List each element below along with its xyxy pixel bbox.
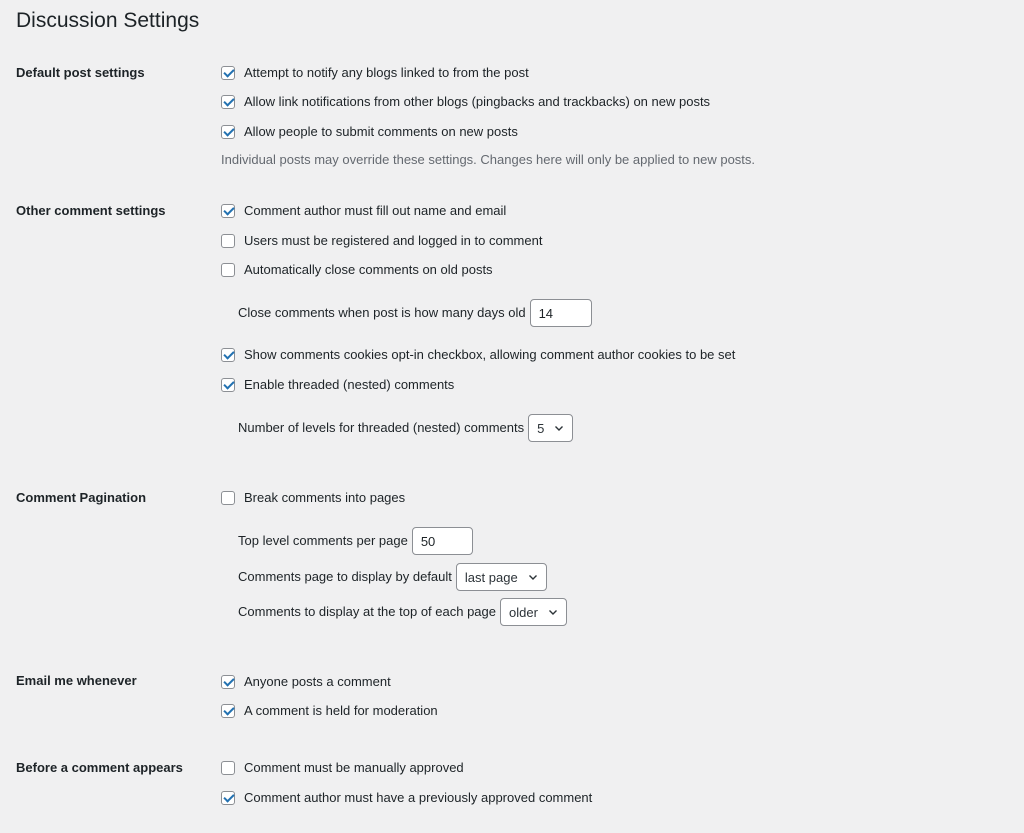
option-label: Enable threaded (nested) comments <box>244 377 455 392</box>
select-value: last page <box>464 569 518 585</box>
per-page-label: Top level comments per page <box>238 533 408 548</box>
option-label: Automatically close comments on old posts <box>244 262 493 277</box>
option-allow-pingbacks[interactable] <box>221 93 710 111</box>
chevron-down-icon <box>548 607 558 617</box>
option-label: Show comments cookies opt-in checkbox, allowing comment author cookies to be set <box>244 347 736 362</box>
checkbox-notify-linked-blogs[interactable] <box>221 66 235 80</box>
option-label: Comment must be manually approved <box>244 760 464 775</box>
option-require-registration[interactable] <box>221 232 542 250</box>
checkbox-manual-approval[interactable] <box>221 761 235 775</box>
section-label-default-post: Default post settings <box>16 65 145 80</box>
close-days-row <box>238 299 592 327</box>
option-require-name-email[interactable] <box>221 202 506 220</box>
option-email-held-moderation[interactable] <box>221 702 438 720</box>
option-manual-approval[interactable] <box>221 759 464 777</box>
checkbox-allow-pingbacks[interactable] <box>221 95 235 109</box>
option-allow-comments[interactable] <box>221 123 518 141</box>
checkbox-break-pages[interactable] <box>221 491 235 505</box>
top-order-row <box>238 598 567 626</box>
option-label: Allow link notifications from other blogs (pingbacks and trackbacks) on new posts <box>244 94 711 109</box>
option-label: Attempt to notify any blogs linked to from the post <box>244 65 529 80</box>
close-days-input[interactable]: 14 <box>530 299 592 327</box>
option-label: Break comments into pages <box>244 490 406 505</box>
top-order-select[interactable] <box>500 598 567 626</box>
option-label: A comment is held for moderation <box>244 703 438 718</box>
checkbox-require-name-email[interactable] <box>221 204 235 218</box>
option-label: Anyone posts a comment <box>244 674 391 689</box>
thread-levels-row <box>238 414 573 442</box>
chevron-down-icon <box>554 423 564 433</box>
checkbox-threaded-comments[interactable] <box>221 378 235 392</box>
checkbox-require-registration[interactable] <box>221 234 235 248</box>
checkbox-email-any-comment[interactable] <box>221 675 235 689</box>
default-page-select[interactable] <box>456 563 547 591</box>
default-page-label: Comments page to display by default <box>238 569 452 584</box>
checkbox-allow-comments[interactable] <box>221 125 235 139</box>
option-notify-linked-blogs[interactable] <box>221 64 529 82</box>
option-email-any-comment[interactable] <box>221 673 391 691</box>
option-threaded-comments[interactable] <box>221 376 454 394</box>
chevron-down-icon <box>528 572 538 582</box>
section-label-pagination: Comment Pagination <box>16 490 147 505</box>
close-days-label: Close comments when post is how many days old <box>238 305 526 320</box>
section-label-other-comment: Other comment settings <box>16 203 166 218</box>
checkbox-previously-approved[interactable] <box>221 791 235 805</box>
option-label: Users must be registered and logged in to comment <box>244 233 543 248</box>
checkbox-cookies-opt-in[interactable] <box>221 348 235 362</box>
per-page-row <box>238 527 473 555</box>
select-value: older <box>509 604 538 620</box>
page-title: Discussion Settings <box>16 9 200 32</box>
option-label: Allow people to submit comments on new posts <box>244 124 518 139</box>
option-cookies-opt-in[interactable] <box>221 346 735 364</box>
section-label-email: Email me whenever <box>16 673 137 688</box>
default-page-row <box>238 563 547 591</box>
section-label-before-appears: Before a comment appears <box>16 760 183 775</box>
thread-levels-select[interactable] <box>528 414 573 442</box>
thread-levels-label: Number of levels for threaded (nested) comments <box>238 420 525 435</box>
checkbox-email-held-moderation[interactable] <box>221 704 235 718</box>
per-page-input[interactable]: 50 <box>412 527 473 555</box>
option-label: Comment author must fill out name and email <box>244 203 507 218</box>
top-order-label: Comments to display at the top of each page <box>238 604 496 619</box>
option-label: Comment author must have a previously approved comment <box>244 790 593 805</box>
option-previously-approved[interactable] <box>221 789 592 807</box>
checkbox-auto-close-comments[interactable] <box>221 263 235 277</box>
option-auto-close-comments[interactable] <box>221 261 493 279</box>
option-break-pages[interactable] <box>221 489 405 507</box>
default-post-description: Individual posts may override these settings. Changes here will only be applied to new posts. <box>221 152 756 167</box>
select-value: 5 <box>537 420 545 436</box>
